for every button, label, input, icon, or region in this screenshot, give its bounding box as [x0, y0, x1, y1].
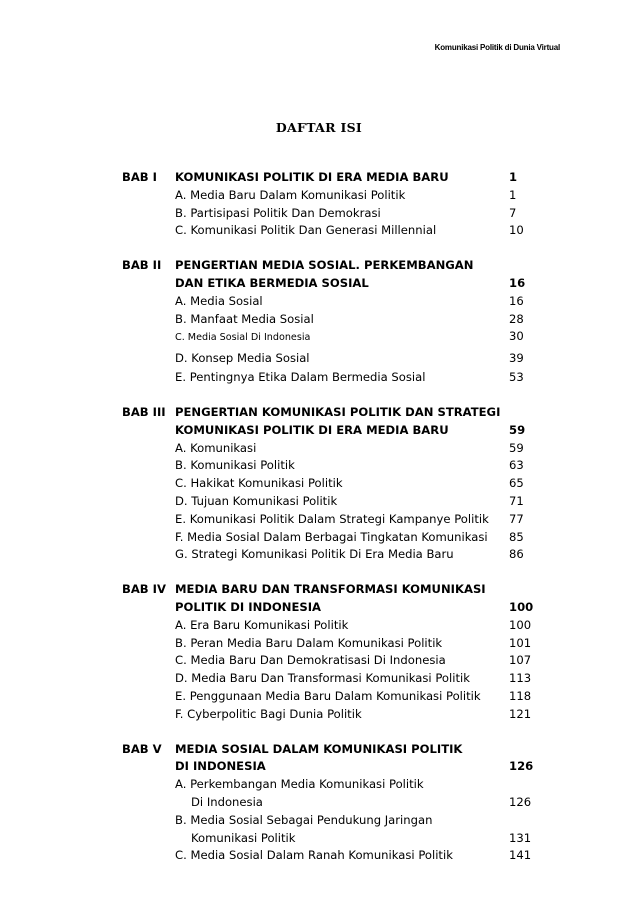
entry-title: G. Strategi Komunikasi Politik Di Era Media Baru	[175, 547, 454, 562]
page-number: 113	[509, 671, 532, 686]
toc-entry	[122, 812, 544, 830]
entry-title: B. Partisipasi Politik Dan Demokrasi	[175, 205, 381, 220]
chapter-block	[122, 404, 544, 564]
toc-entry	[122, 847, 544, 865]
page-number: 16	[509, 275, 526, 290]
chapter-label: BAB III	[122, 404, 166, 419]
page-number: 1	[509, 170, 518, 184]
page-title: DAFTAR ISI	[275, 120, 363, 135]
chapter-heading-line	[122, 758, 544, 776]
entry-title: C. Hakikat Komunikasi Politik	[175, 476, 343, 491]
entry-title: PENGERTIAN MEDIA SOSIAL. PERKEMBANGAN	[175, 258, 474, 273]
chapter-heading-line	[122, 581, 544, 599]
entry-title: B. Peran Media Baru Dalam Komunikasi Politik	[175, 635, 443, 650]
page-number: 16	[509, 293, 524, 308]
chapter-heading-line	[122, 422, 544, 440]
chapter-heading-line	[122, 599, 544, 617]
page-number: 107	[509, 653, 532, 668]
page-number: 63	[509, 458, 524, 473]
chapter-block	[122, 741, 544, 866]
entry-title: MEDIA SOSIAL DALAM KOMUNIKASI POLITIK	[175, 741, 463, 756]
page-number: 85	[509, 529, 524, 544]
toc-entry	[122, 222, 544, 240]
chapter-heading-line	[122, 741, 544, 759]
chapter-block	[122, 169, 544, 240]
page-number: 10	[509, 223, 524, 238]
entry-title: Komunikasi Politik	[191, 830, 296, 845]
toc-entry	[122, 293, 544, 311]
page-number: 100	[509, 599, 534, 614]
toc-entry	[122, 529, 544, 547]
entry-title: A. Era Baru Komunikasi Politik	[175, 617, 349, 632]
chapter-label: BAB II	[122, 258, 162, 273]
page-number: 65	[509, 476, 524, 491]
toc-entry	[122, 794, 544, 812]
entry-title: KOMUNIKASI POLITIK DI ERA MEDIA BARU	[175, 422, 449, 437]
toc-entry	[122, 546, 544, 564]
page-number: 101	[509, 635, 532, 650]
entry-title: A. Komunikasi	[175, 440, 257, 455]
entry-title: E. Penggunaan Media Baru Dalam Komunikasi Politik	[175, 688, 481, 703]
page-number: 59	[509, 440, 524, 455]
entry-title: DAN ETIKA BERMEDIA SOSIAL	[175, 275, 369, 290]
toc-entry	[122, 776, 544, 794]
entry-title: D. Konsep Media Sosial	[175, 351, 310, 366]
page-number: 59	[509, 422, 526, 437]
toc-entry	[122, 617, 544, 635]
page-number: 7	[509, 205, 517, 220]
toc-entry	[122, 652, 544, 670]
page-number: 86	[509, 547, 524, 562]
toc-entry	[122, 440, 544, 458]
entry-title: C. Media Sosial Di Indonesia	[175, 332, 311, 344]
entry-title: DI INDONESIA	[175, 759, 266, 774]
chapter-block	[122, 581, 544, 723]
page-number: 131	[509, 830, 532, 845]
entry-title: F. Cyberpolitic Bagi Dunia Politik	[175, 706, 362, 721]
page-number: 126	[509, 759, 534, 774]
toc-entry	[122, 369, 544, 387]
entry-title: A. Media Baru Dalam Komunikasi Politik	[175, 187, 406, 202]
entry-title: B. Media Sosial Sebagai Pendukung Jaringan	[175, 812, 433, 827]
toc-entry	[122, 511, 544, 529]
chapter-label: BAB IV	[122, 582, 166, 597]
page-number: 121	[509, 706, 532, 721]
page-number: 126	[509, 794, 532, 809]
toc-entry	[122, 688, 544, 706]
page-number: 30	[509, 329, 524, 344]
entry-title: Di Indonesia	[191, 794, 263, 809]
toc-entry	[122, 328, 544, 347]
toc-entry	[122, 635, 544, 653]
entry-title: C. Komunikasi Politik Dan Generasi Millennial	[175, 223, 437, 238]
entry-title: E. Komunikasi Politik Dalam Strategi Kampanye Politik	[175, 511, 489, 526]
page-number: 1	[509, 187, 517, 202]
entry-title: F. Media Sosial Dalam Berbagai Tingkatan Komunikasi	[175, 529, 488, 544]
page-number: 77	[509, 511, 524, 526]
chapter-heading-line	[122, 257, 544, 275]
page-number: 118	[509, 688, 532, 703]
toc-entry	[122, 475, 544, 493]
page-number: 100	[509, 617, 532, 632]
chapter-label: BAB V	[122, 741, 162, 756]
page-number: 141	[509, 848, 532, 863]
toc-entry	[122, 830, 544, 848]
entry-title: D. Tujuan Komunikasi Politik	[175, 493, 338, 508]
toc-entry	[122, 205, 544, 223]
entry-title: A. Perkembangan Media Komunikasi Politik	[175, 777, 424, 792]
toc-entry	[122, 493, 544, 511]
entry-title: D. Media Baru Dan Transformasi Komunikasi Politik	[175, 671, 470, 686]
table-of-contents	[122, 169, 544, 882]
toc-entry	[122, 347, 544, 369]
entry-title: C. Media Baru Dan Demokratisasi Di Indonesia	[175, 653, 446, 668]
toc-entry	[122, 187, 544, 205]
chapter-heading-line	[122, 275, 544, 293]
entry-title: KOMUNIKASI POLITIK DI ERA MEDIA BARU	[175, 170, 449, 184]
toc-entry	[122, 457, 544, 475]
toc-entry	[122, 670, 544, 688]
entry-title: B. Manfaat Media Sosial	[175, 311, 314, 326]
entry-title: E. Pentingnya Etika Dalam Bermedia Sosial	[175, 370, 426, 385]
entry-title: B. Komunikasi Politik	[175, 458, 295, 473]
toc-entry	[122, 706, 544, 724]
page-number: 28	[509, 311, 524, 326]
page-number: 53	[509, 370, 524, 385]
toc-entry	[122, 311, 544, 329]
chapter-block	[122, 257, 544, 387]
entry-title: POLITIK DI INDONESIA	[175, 599, 322, 614]
entry-title: PENGERTIAN KOMUNIKASI POLITIK DAN STRATEGI	[175, 404, 501, 419]
page-number: 39	[509, 351, 524, 366]
page-number: 71	[509, 493, 524, 508]
entry-title: MEDIA BARU DAN TRANSFORMASI KOMUNIKASI	[175, 582, 486, 597]
chapter-heading-line	[122, 404, 544, 422]
running-header: Komunikasi Politik di Dunia Virtual	[434, 43, 560, 52]
entry-title: C. Media Sosial Dalam Ranah Komunikasi Politik	[175, 848, 453, 863]
entry-title: A. Media Sosial	[175, 293, 263, 308]
chapter-heading-line	[122, 169, 544, 187]
chapter-label: BAB I	[122, 170, 157, 184]
